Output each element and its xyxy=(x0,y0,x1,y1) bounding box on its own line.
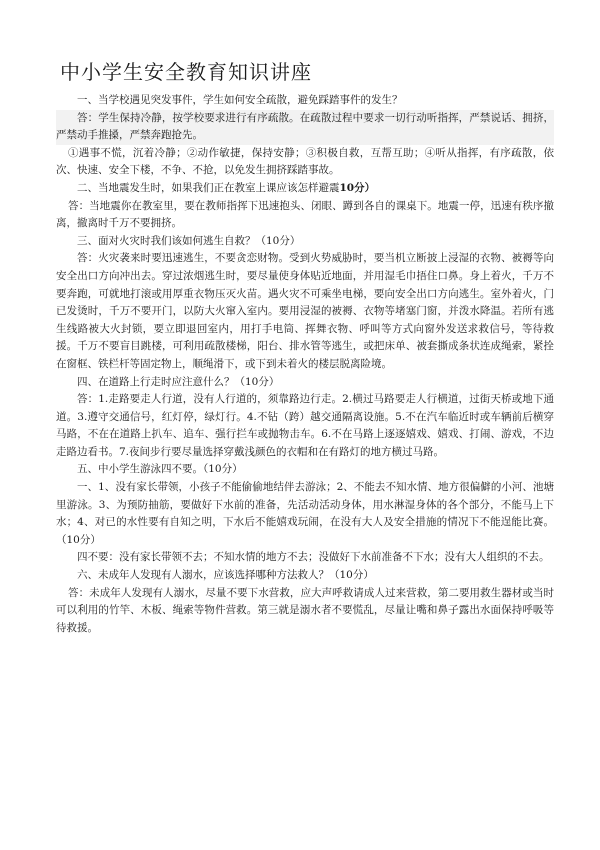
q2-answer: 答：当地震你在教室里，要在教师指挥下迅速抱头、闭眼、蹲到各自的课桌下。地震一停，迅速有秩序撤离，撤离时千万不要拥挤。 xyxy=(56,199,554,230)
document-page xyxy=(56,58,554,637)
q6-answer: 答：未成年人发现有人溺水，尽量不要下水营救，应大声呼救请成人过来营救，第二要用救生器材或当时可以利用的竹竿、木板、绳索等物件营救。第三就是溺水者不要慌乱，尽量让嘴和鼻子露出水面保持呼吸等待救援。 xyxy=(56,586,554,634)
page-title: 中小学生安全教育知识讲座 xyxy=(60,60,312,84)
q3-question: 三、面对火灾时我们该如何逃生自救？（10分） xyxy=(77,234,301,247)
q1-question: 一、当学校遇见突发事件，学生如何安全疏散，避免踩踏事件的发生？ xyxy=(77,94,403,106)
q5-summary: 四不要：没有家长带领不去；不知水情的地方不去；没做好下水前准备不下水；没有大人组织的不去。 xyxy=(77,551,550,564)
q1-answer: 答：学生保持冷静，按学校要求进行有序疏散。在疏散过程中要求一切行动听指挥，严禁说话、拥挤，严禁动手推搡，严禁奔跑抢先。 xyxy=(56,110,554,145)
q6-question: 六、未成年人发现有人溺水，应该选择哪种方法救人？（10分） xyxy=(77,569,374,582)
q4-answer: 答：1.走路要走人行道，没有人行道的，须靠路边行走。2.横过马路要走人行横道，过街天桥或地下通道。3.遵守交通信号，红灯停，绿灯行。4.不钻（跨）越交通隔离设施。5.不在汽车临近时或车辆前后横穿马路，不在在道路上扒车、追车、强行拦车或抛物击车。6.不在马路上逐逐嬉戏、嬉戏、打闹、游戏，不边走路边看书。7.夜间步行要尽量选择穿戴浅颜色的衣帽和在有路灯的地方横过马路。 xyxy=(56,393,554,458)
q1-points: ①遇事不慌，沉着冷静；②动作敏捷，保持安静；③积极自救，互帮互助；④听从指挥，有序疏散，依次、快速、安全下楼，不争、不抢，以免发生拥挤踩踏事故。 xyxy=(56,146,554,177)
q5-answer: 一、1、没有家长带领，小孩子不能偷偷地结伴去游泳；2、不能去不知水情、地方很偏僻的小河、池塘里游泳。3、为预防抽筋，要做好下水前的准备，先活动活动身体，用水淋湿身体的各个部分，不能马上下水；4、对已的水性要有自知之明，下水后不能嬉戏玩闹，在没有大人及安全措施的情况下不能逞能比赛。（10分） xyxy=(56,481,554,546)
q4-question: 四、在道路上行走时应注意什么？（10分） xyxy=(77,375,280,388)
q3-answer: 答：火灾袭来时要迅速逃生，不要贪恋财物。受到火势威胁时，要当机立断披上浸湿的衣物、被褥等向安全出口方向冲出去。穿过浓烟逃生时，要尽量使身体贴近地面，并用湿毛巾捂住口鼻。身上着火，千万不要奔跑，可就地打滚或用厚重衣物压灭火苗。遇火灾不可乘坐电梯，要向安全出口方向逃生。室外着火，门已发烫时，千万不要开门，以防大火窜入室内。要用浸湿的被褥、衣物等堵塞门窗，并泼水降温。若所有逃生线路被大火封锁，要立即退回室内，用打手电筒、挥舞衣物、呼叫等方式向窗外发送求救信号，等待救援。千万不要盲目跳楼，可利用疏散楼梯，阳台、排水管等逃生，或把床单、被套撕成条状连成绳索，紧拴在窗框、铁栏杆等固定物上，顺绳滑下，或下到未着火的楼层脱离险境。 xyxy=(56,252,554,370)
q5-question: 五、中小学生游泳四不要。（10分） xyxy=(77,463,243,476)
q2-question xyxy=(56,180,554,198)
q2-question-text: 二、当地震发生时，如果我们正在教室上课应该怎样避震 xyxy=(77,181,340,194)
q2-score: 10分） xyxy=(339,181,376,194)
